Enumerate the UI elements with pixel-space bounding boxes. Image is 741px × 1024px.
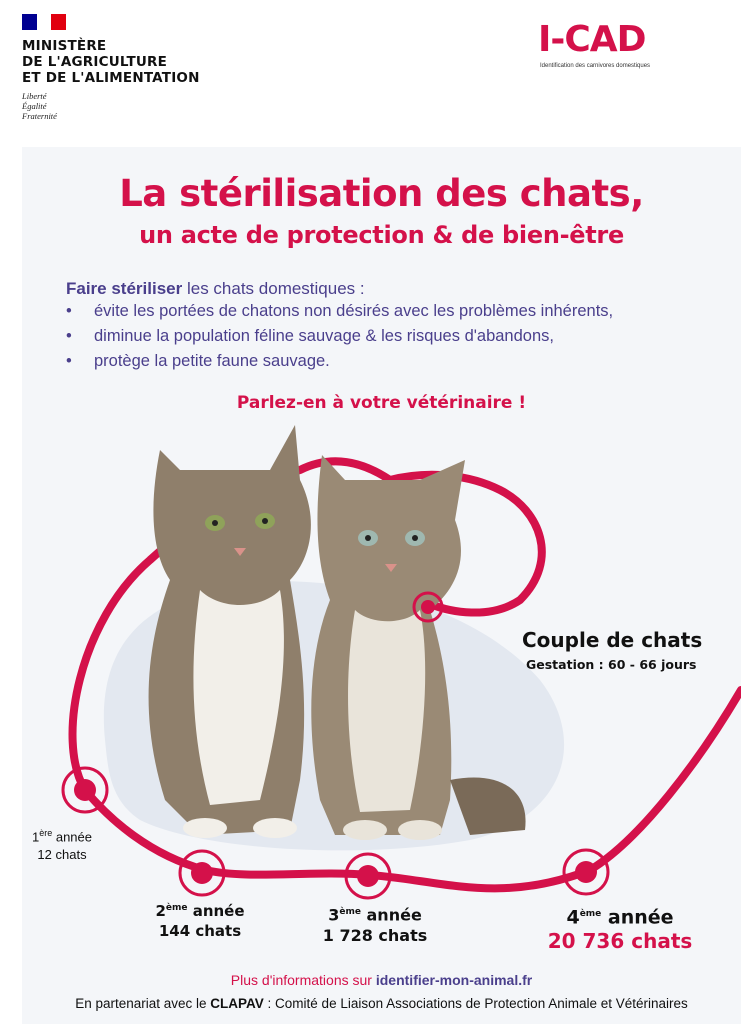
year-sup: ème xyxy=(165,903,188,913)
poster-subtitle: un acte de protection & de bien-être xyxy=(139,221,624,249)
ministry-line: DE L'AGRICULTURE xyxy=(22,54,168,70)
icad-tagline: Identification des carnivores domestiques xyxy=(540,63,651,69)
motto-line: Liberté xyxy=(22,91,47,101)
partner-desc: : Comité de Liaison Associations de Protection Animale et Vétérinaires xyxy=(263,996,688,1011)
gestation-text: Gestation : 60 - 66 jours xyxy=(526,657,697,672)
list-item: • protège la petite faune sauvage. xyxy=(66,349,613,374)
ministry-line: MINISTÈRE xyxy=(22,38,107,54)
year-count: 144 chats xyxy=(158,922,242,940)
intro-rest: les chats domestiques : xyxy=(182,279,365,298)
republic-motto xyxy=(22,91,57,121)
year-num: 4 xyxy=(566,906,580,929)
republic-flag-icon xyxy=(22,14,66,30)
year-4-marker xyxy=(564,850,608,894)
poster-title: La stérilisation des chats, xyxy=(119,172,644,215)
year-word: année xyxy=(187,902,245,920)
year-count: 20 736 chats xyxy=(547,929,693,954)
year-2-label xyxy=(140,898,260,941)
year-num: 3 xyxy=(328,905,340,925)
year-4-label xyxy=(530,902,710,953)
partnership-note xyxy=(22,996,741,1011)
year-sup: ème xyxy=(579,909,602,919)
list-item: • diminue la population féline sauvage & les risques d'abandons, xyxy=(66,324,613,349)
year-num: 2 xyxy=(155,902,166,920)
ministry-line: ET DE L'ALIMENTATION xyxy=(22,70,200,86)
year-count: 1 728 chats xyxy=(322,926,428,946)
year-word: année xyxy=(601,906,674,929)
year-num: 1 xyxy=(31,829,40,845)
year-count: 12 chats xyxy=(37,847,87,863)
benefits-list xyxy=(66,299,613,374)
cats-illustration xyxy=(0,400,741,960)
vet-call-to-action: Parlez-en à votre vétérinaire ! xyxy=(236,393,527,413)
partner-prefix: En partenariat avec le xyxy=(75,996,211,1011)
year-word: année xyxy=(52,829,92,845)
motto-line: Fraternité xyxy=(22,111,57,121)
motto-line: Égalité xyxy=(22,101,47,111)
year-1-label xyxy=(22,824,102,864)
more-info xyxy=(22,972,741,988)
year-word: année xyxy=(360,905,422,925)
partner-name: CLAPAV xyxy=(210,996,264,1011)
ministry-name xyxy=(22,38,200,86)
more-info-prefix: Plus d'informations sur xyxy=(230,972,376,988)
cat-left xyxy=(149,425,311,838)
intro-text xyxy=(66,279,365,299)
year-3-label xyxy=(310,902,440,946)
icad-logo: I-CAD xyxy=(538,19,646,60)
year-1-marker xyxy=(63,768,107,812)
year-sup: ère xyxy=(39,828,53,838)
year-sup: ème xyxy=(339,907,361,917)
couple-title: Couple de chats xyxy=(522,628,703,652)
intro-bold: Faire stériliser xyxy=(66,279,183,298)
list-item: • évite les portées de chatons non désirés avec les problèmes inhérents, xyxy=(66,299,613,324)
website-link[interactable]: identifier-mon-animal.fr xyxy=(375,972,533,988)
